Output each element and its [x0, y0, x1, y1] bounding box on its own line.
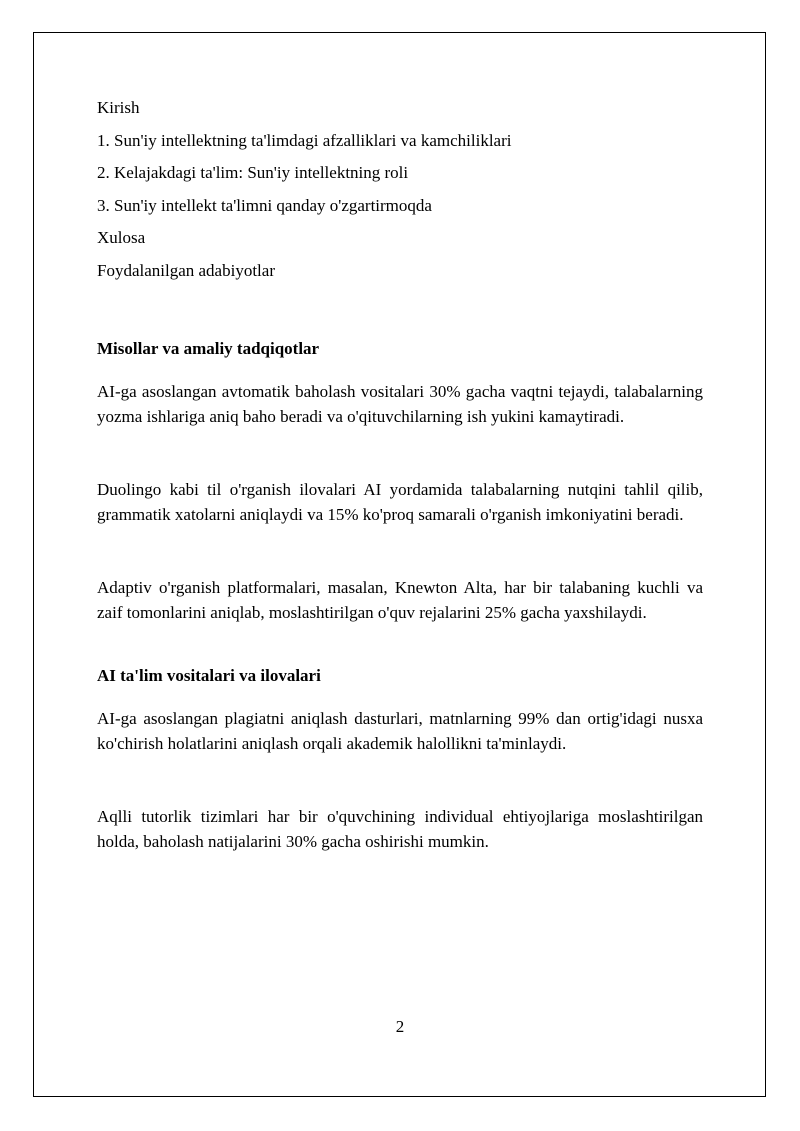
- paragraph: Aqlli tutorlik tizimlari har bir o'quvchining individual ehtiyojlariga moslashtirilgan holda, baholash natijalarini 30% gacha oshirishi mumkin.: [97, 807, 703, 851]
- page-content: [97, 96, 703, 854]
- page-number: 2: [395, 1017, 405, 1036]
- toc-item-references: Foydalanilgan adabiyotlar: [97, 260, 275, 280]
- paragraph: Duolingo kabi til o'rganish ilovalari AI yordamida talabalarning nutqini tahlil qilib, grammatik xatolarni aniqlaydi va 15% ko'proq samarali o'rganish imkoniyatini beradi.: [97, 480, 703, 524]
- paragraph: Adaptiv o'rganish platformalari, masalan, Knewton Alta, har bir talabaning kuchli va zaif tomonlarini aniqlab, moslashtirilgan o'quv rejalarini 25% gacha yaxshilaydi.: [97, 578, 703, 622]
- paragraph: AI-ga asoslangan avtomatik baholash vositalari 30% gacha vaqtni tejaydi, talabalarning yozma ishlariga aniq baho beradi va o'qituvchilarning ish yukini kamaytiradi.: [97, 382, 703, 426]
- toc-item-chapter-1: 1. Sun'iy intellektning ta'limdagi afzalliklari va kamchiliklari: [97, 130, 512, 150]
- toc-item-conclusion: Xulosa: [97, 228, 146, 247]
- section-heading: AI ta'lim vositalari va ilovalari: [97, 666, 321, 685]
- section-heading: Misollar va amaliy tadqiqotlar: [97, 339, 320, 358]
- toc-item-chapter-3: 3. Sun'iy intellekt ta'limni qanday o'zgartirmoqda: [97, 195, 432, 215]
- toc-item-chapter-2: 2. Kelajakdagi ta'lim: Sun'iy intellektning roli: [97, 163, 409, 182]
- paragraph: AI-ga asoslangan plagiatni aniqlash dasturlari, matnlarning 99% dan ortig'idagi nusxa ko'chirish holatlarini aniqlash orqali akademik halollikni ta'minlaydi.: [97, 709, 703, 753]
- table-of-contents: [97, 96, 703, 291]
- toc-item-introduction: Kirish: [97, 98, 140, 117]
